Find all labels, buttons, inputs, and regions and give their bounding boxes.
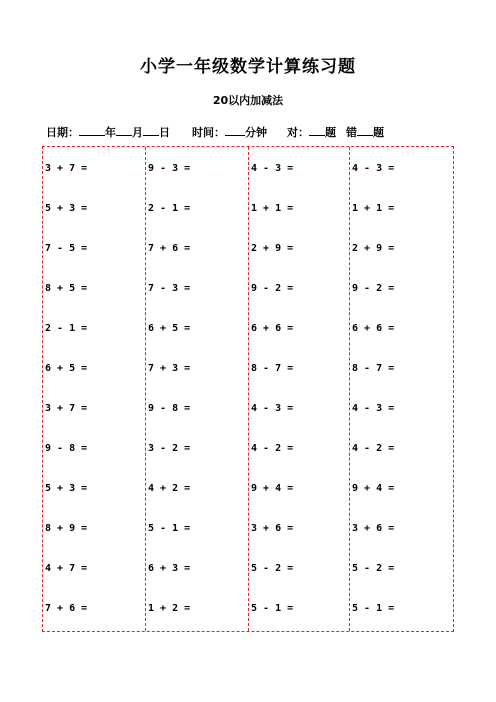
problem: 5 + 3 = [45, 203, 88, 214]
problem: 3 + 6 = [352, 523, 395, 534]
problem: 4 - 2 = [352, 443, 395, 454]
correct-unit: 题 [325, 126, 336, 139]
problem: 8 + 5 = [45, 283, 88, 294]
problem: 1 + 1 = [251, 203, 294, 214]
problem-column-3 [248, 147, 349, 631]
problem: 7 + 6 = [45, 603, 88, 614]
problem: 9 - 2 = [251, 283, 294, 294]
problem-column-2 [145, 147, 248, 631]
problem: 6 + 3 = [148, 563, 191, 574]
year-label: 年 [105, 126, 116, 139]
problem: 9 - 8 = [148, 403, 191, 414]
problem: 6 + 6 = [352, 323, 395, 334]
month-blank[interactable] [116, 124, 132, 136]
problem: 4 - 3 = [251, 163, 294, 174]
problem: 7 + 3 = [148, 363, 191, 374]
problem: 9 + 4 = [251, 483, 294, 494]
time-label: 时间： [192, 126, 225, 139]
problem: 9 - 8 = [45, 443, 88, 454]
problem: 4 - 2 = [251, 443, 294, 454]
problem: 7 - 3 = [148, 283, 191, 294]
problem: 4 - 3 = [352, 163, 395, 174]
minutes-blank[interactable] [225, 124, 245, 136]
problem: 2 + 9 = [251, 243, 294, 254]
date-label: 日期： [46, 126, 79, 139]
problem: 6 + 6 = [251, 323, 294, 334]
wrong-label: 错 [346, 126, 357, 139]
problem: 1 + 1 = [352, 203, 395, 214]
problem: 5 - 1 = [148, 523, 191, 534]
problem-grid [42, 146, 454, 632]
problem: 3 + 6 = [251, 523, 294, 534]
problem: 6 + 5 = [45, 363, 88, 374]
problem: 5 - 1 = [251, 603, 294, 614]
day-blank[interactable] [143, 124, 159, 136]
wrong-blank[interactable] [357, 124, 373, 136]
problem: 8 - 7 = [251, 363, 294, 374]
problem: 8 - 7 = [352, 363, 395, 374]
problem: 2 - 1 = [45, 323, 88, 334]
problem: 1 + 2 = [148, 603, 191, 614]
problem: 9 - 2 = [352, 283, 395, 294]
problem: 8 + 9 = [45, 523, 88, 534]
problem: 5 + 3 = [45, 483, 88, 494]
problem: 9 + 4 = [352, 483, 395, 494]
minutes-label: 分钟 [245, 126, 267, 139]
correct-label: 对： [287, 126, 309, 139]
problem: 2 + 9 = [352, 243, 395, 254]
problem-column-1 [43, 147, 145, 631]
worksheet-title: 小学一年级数学计算练习题 [140, 57, 356, 77]
problem: 4 + 7 = [45, 563, 88, 574]
problem: 6 + 5 = [148, 323, 191, 334]
problem: 7 + 6 = [148, 243, 191, 254]
problem: 3 - 2 = [148, 443, 191, 454]
problem: 4 - 3 = [251, 403, 294, 414]
year-blank[interactable] [79, 124, 105, 136]
problem-column-4 [349, 147, 453, 631]
correct-blank[interactable] [309, 124, 325, 136]
problem: 3 + 7 = [45, 403, 88, 414]
problem: 9 - 3 = [148, 163, 191, 174]
day-label: 日 [159, 126, 170, 139]
worksheet-subtitle: 20以内加减法 [212, 94, 284, 107]
problem: 5 - 2 = [352, 563, 395, 574]
wrong-unit: 题 [373, 126, 384, 139]
problem: 5 - 2 = [251, 563, 294, 574]
info-line [46, 124, 384, 140]
problem: 4 - 3 = [352, 403, 395, 414]
problem: 7 - 5 = [45, 243, 88, 254]
problem: 2 - 1 = [148, 203, 191, 214]
problem: 5 - 1 = [352, 603, 395, 614]
problem: 4 + 2 = [148, 483, 191, 494]
month-label: 月 [132, 126, 143, 139]
problem: 3 + 7 = [45, 163, 88, 174]
